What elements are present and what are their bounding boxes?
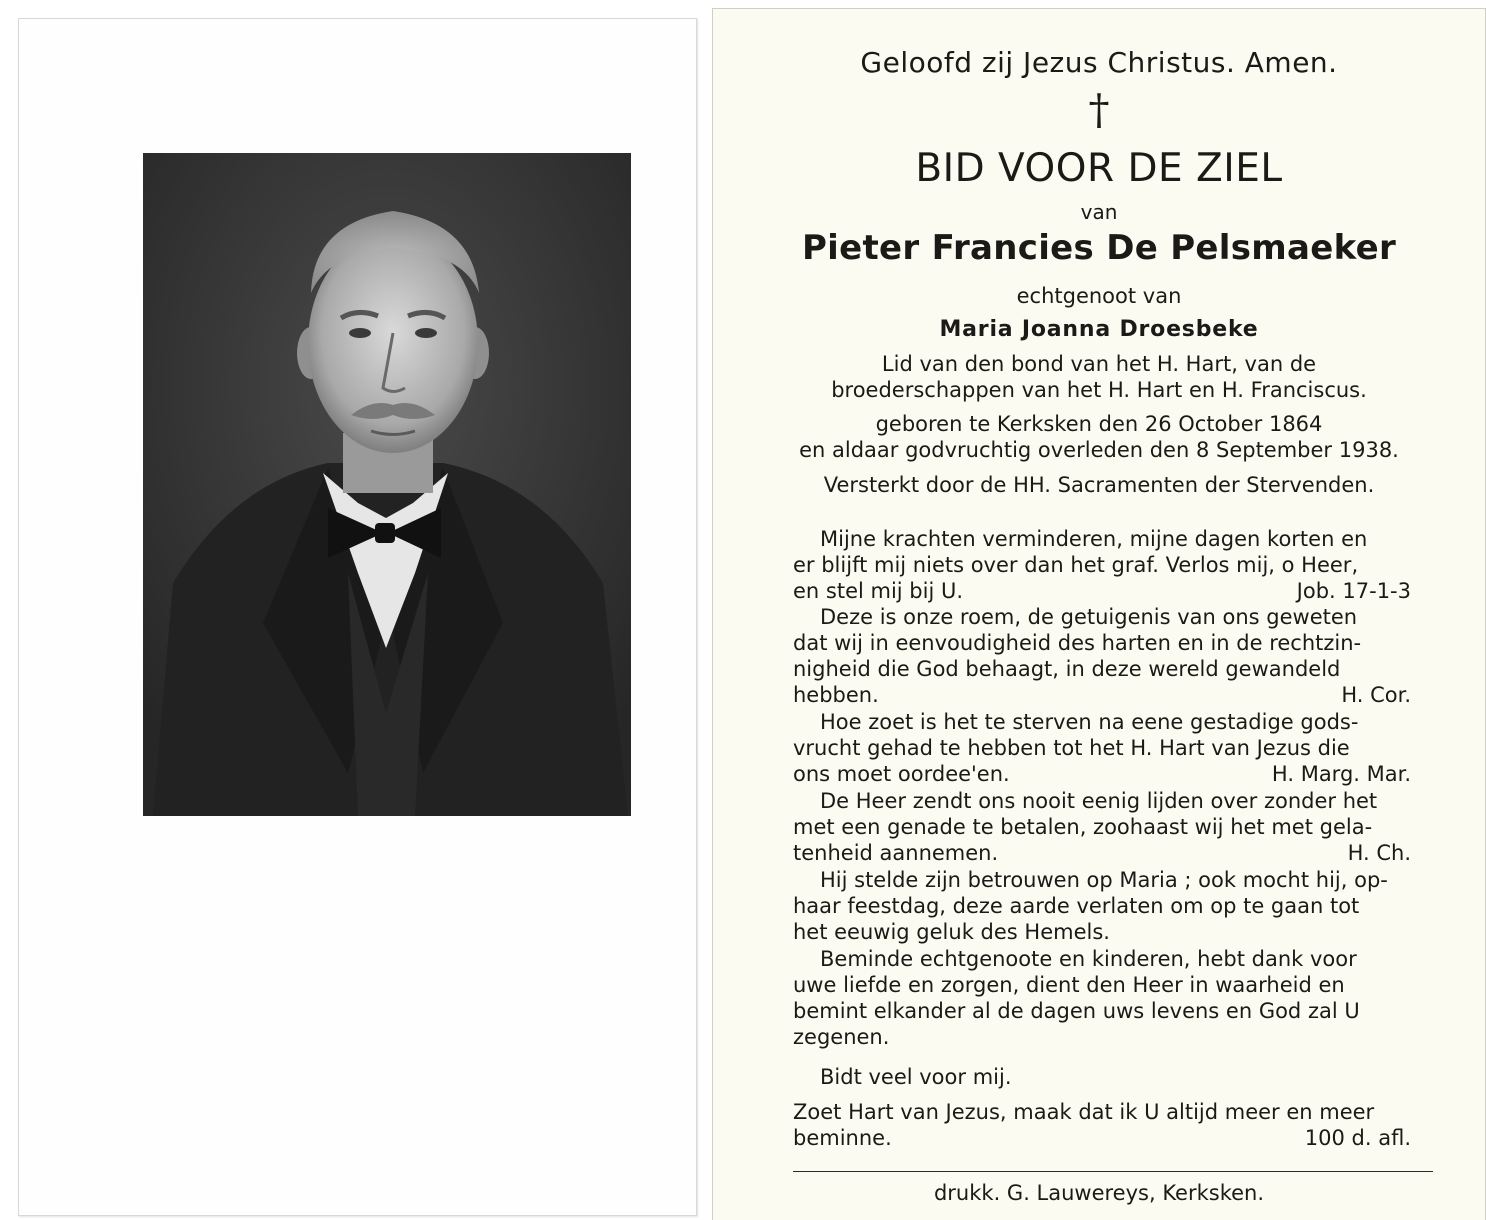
photo-card [18,18,697,1216]
scripture-reference: H. Ch. [1347,841,1411,865]
cross-icon: † [1088,85,1110,134]
heading: BID VOOR DE ZIEL [915,146,1283,191]
body-line: het eeuwig geluk des Hemels. [793,920,1110,944]
body-line: Deze is onze roem, de getuigenis van ons geweten [820,605,1358,629]
body-line: met een genade te betalen, zoohaast wij het met gela- [793,815,1373,839]
body-line: ons moet oordee'en. H. Marg. Mar. [793,764,1433,785]
deceased-name: Pieter Francies De Pelsmaeker [801,228,1397,268]
body-line: er blijft mij niets over dan het graf. Verlos mij, o Heer, [793,553,1359,577]
body-line: en stel mij bij U. Job. 17-1-3 [793,581,1433,602]
body-line: dat wij in eenvoudigheid des harten en in de rechtzin- [793,631,1362,655]
body-line: Mijne krachten verminderen, mijne dagen korten en [820,527,1368,551]
body-line: nigheid die God behaagt, in deze wereld gewandeld [793,657,1341,681]
spouse-label: echtgenoot van [1016,284,1182,308]
spouse-name: Maria Joanna Droesbeke [939,317,1259,342]
membership-line: Lid van den bond van het H. Hart, van de [881,352,1317,376]
body-line: uwe liefde en zorgen, dient den Heer in waarheid en [793,973,1345,997]
invocation: Geloofd zij Jezus Christus. Amen. [860,46,1338,79]
divider [793,1171,1433,1172]
membership-line: broederschappen van het H. Hart en H. Franciscus. [831,378,1367,402]
body-line: zegenen. [793,1025,890,1049]
indulgence-note: 100 d. afl. [1304,1126,1411,1150]
body-line: hebben. H. Cor. [793,685,1433,706]
body-line: Hij stelde zijn betrouwen op Maria ; ook mocht hij, op- [820,868,1388,892]
body-line: De Heer zendt ons nooit eenig lijden over zonder het [820,789,1378,813]
body-line: haar feestdag, deze aarde verlaten om op te gaan tot [793,894,1360,918]
body-line: bemint elkander al de dagen uws levens en God zal U [793,999,1360,1023]
body-line: Zoet Hart van Jezus, maak dat ik U altijd meer en meer [793,1100,1375,1124]
birth-line: geboren te Kerksken den 26 October 1864 [875,412,1323,436]
memorial-card [712,8,1486,1220]
portrait-photo [143,153,631,816]
body-line: vrucht gehad te hebben tot het H. Hart van Jezus die [793,736,1350,760]
scripture-reference: H. Marg. Mar. [1271,762,1411,786]
sacraments-line: Versterkt door de HH. Sacramenten der Stervenden. [823,473,1375,497]
body-line: Bidt veel voor mij. [820,1065,1012,1089]
van-label: van [1080,200,1118,224]
printer-credit: drukk. G. Lauwereys, Kerksken. [933,1181,1265,1205]
scripture-reference: H. Cor. [1341,683,1411,707]
portrait-illustration [143,153,631,816]
body-line: beminne. 100 d. afl. [793,1128,1433,1149]
body-line: tenheid aannemen. H. Ch. [793,843,1433,864]
body-line: Beminde echtgenoote en kinderen, hebt dank voor [820,947,1357,971]
body-line: Hoe zoet is het te sterven na eene gestadige gods- [820,710,1359,734]
scripture-reference: Job. 17-1-3 [1296,579,1411,603]
death-line: en aldaar godvruchtig overleden den 8 September 1938. [799,438,1399,462]
